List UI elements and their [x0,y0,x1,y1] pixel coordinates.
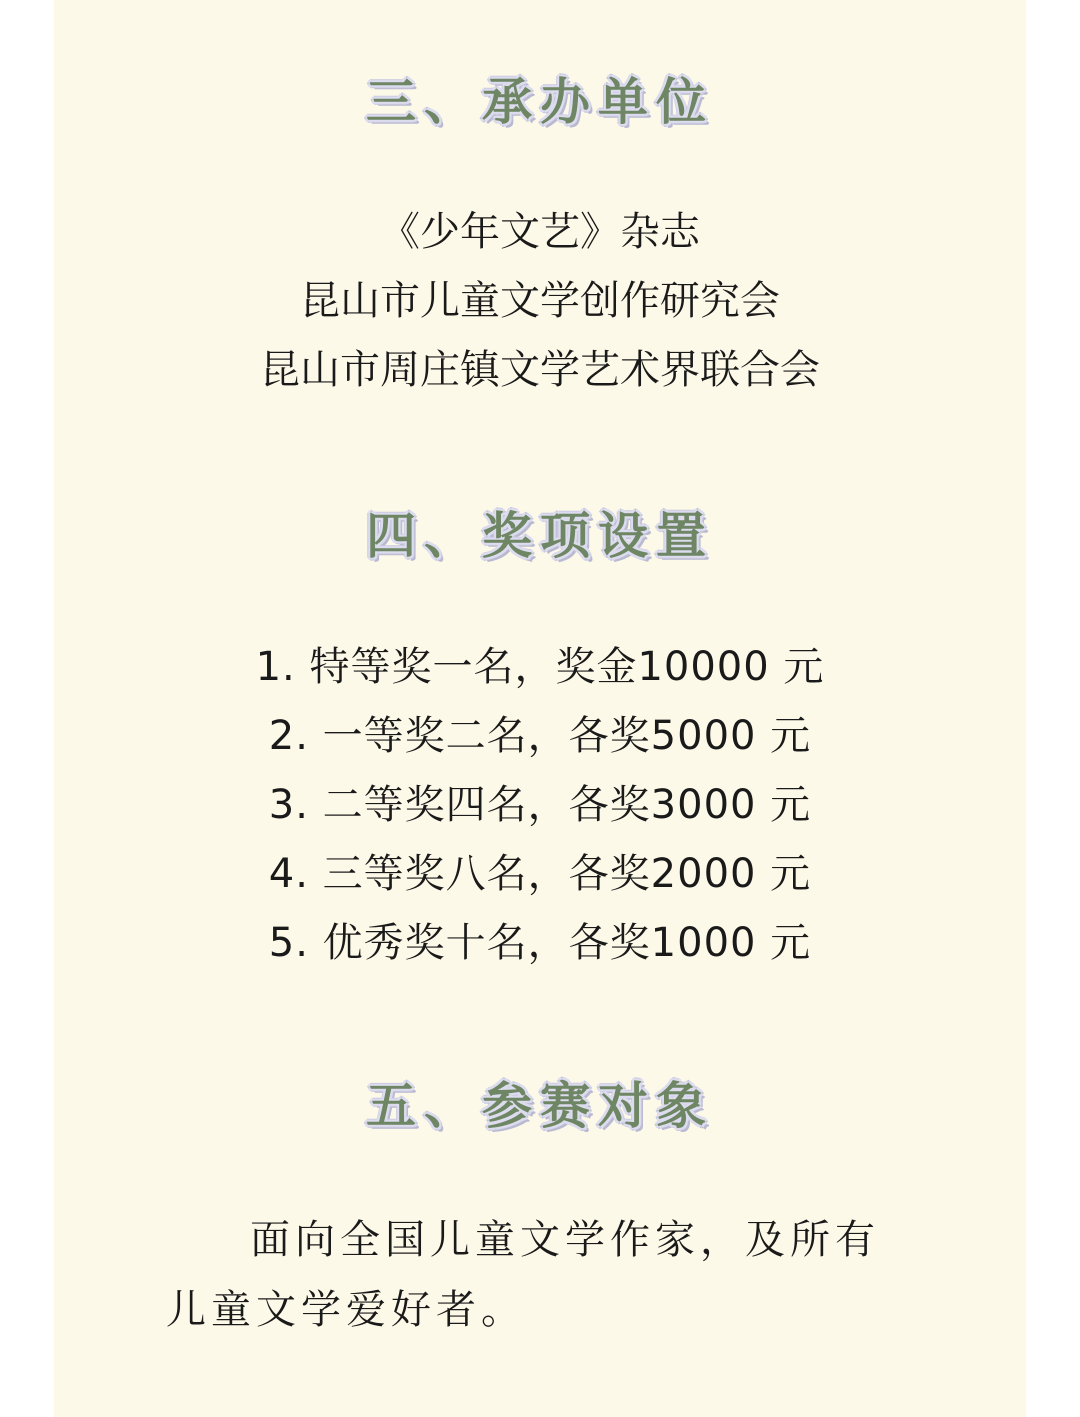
organizers-list [54,198,1026,405]
award-line: 1. 特等奖一名，奖金10000 元 [255,644,825,690]
award-line: 4. 三等奖八名，各奖2000 元 [268,851,812,897]
section-heading-awards: 四、奖项设置 [366,507,714,565]
organizer-line: 《少年文艺》杂志 [380,209,700,255]
participants-text: 面向全国儿童文学作家，及所有儿童文学爱好者。 [166,1217,880,1333]
award-line: 5. 优秀奖十名，各奖1000 元 [268,920,812,966]
document-page [54,0,1026,1417]
awards-list [54,633,1026,978]
organizer-line: 昆山市儿童文学创作研究会 [300,278,780,324]
award-line: 2. 一等奖二名，各奖5000 元 [268,713,812,759]
participants-paragraph [166,1205,918,1345]
organizer-line: 昆山市周庄镇文学艺术界联合会 [260,347,820,393]
section-heading-organizers: 三、承办单位 [366,73,714,131]
award-line: 3. 二等奖四名，各奖3000 元 [268,782,812,828]
section-heading-participants: 五、参赛对象 [366,1077,714,1135]
